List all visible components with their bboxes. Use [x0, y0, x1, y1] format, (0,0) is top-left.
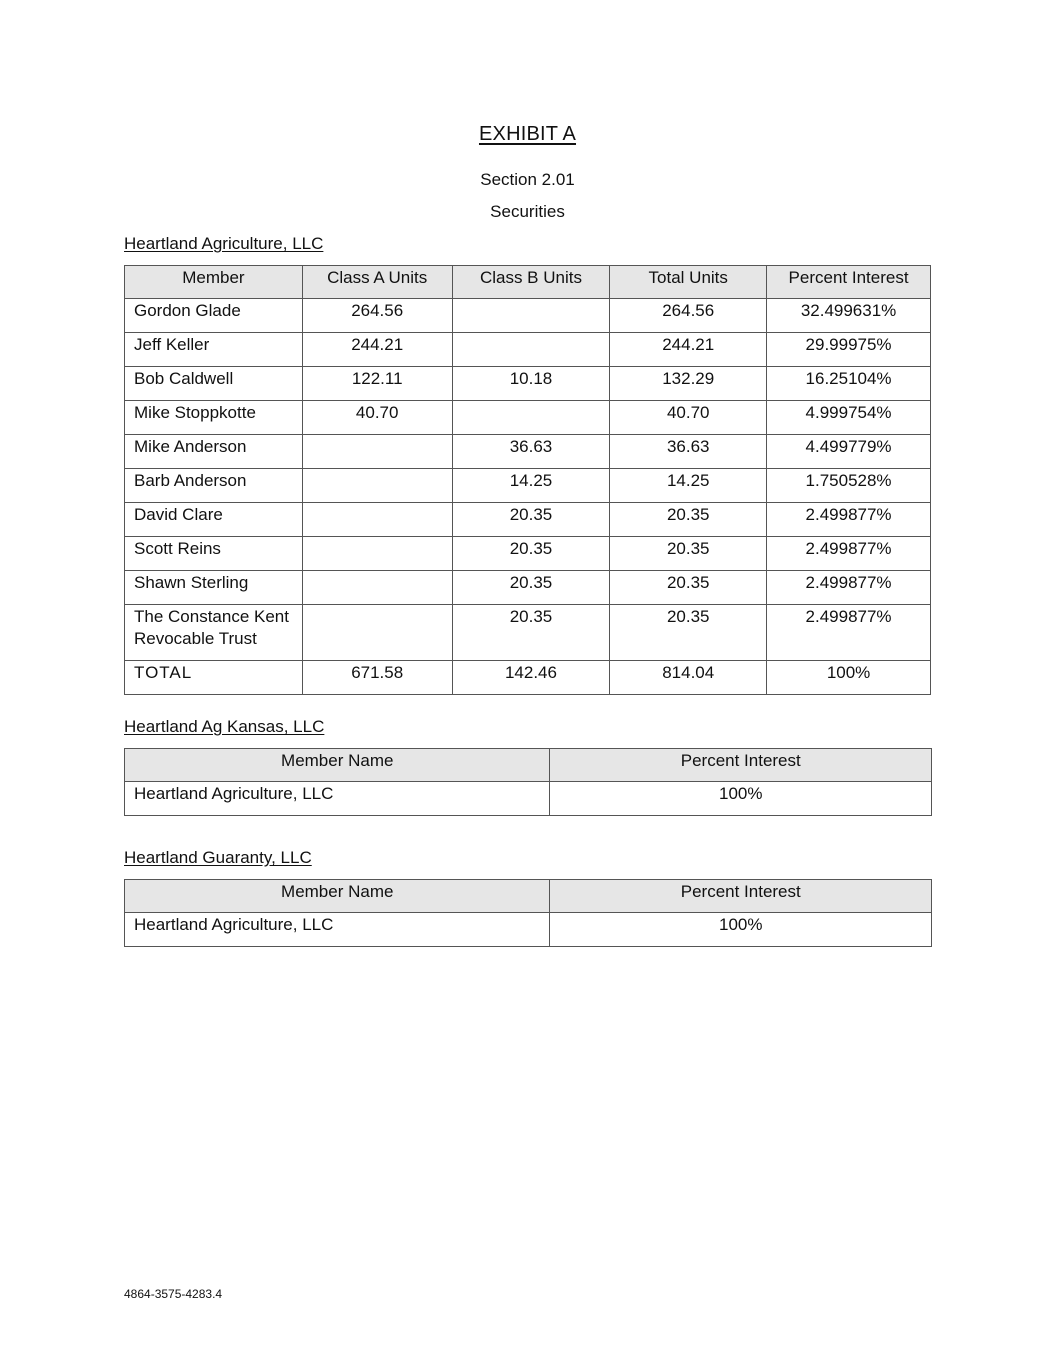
percent-interest: 29.99975%	[767, 333, 931, 367]
member-name: Mike Stoppkotte	[125, 401, 303, 435]
member-name: Mike Anderson	[125, 435, 303, 469]
total-class-b-units: 142.46	[452, 661, 610, 695]
total-units: 40.70	[610, 401, 767, 435]
kansas-heading: Heartland Ag Kansas, LLC	[124, 717, 325, 736]
column-header-member: Member	[125, 266, 303, 299]
table-row	[125, 401, 931, 435]
class-b-units: 20.35	[452, 503, 610, 537]
guaranty-members-table	[124, 879, 932, 947]
member-name: Bob Caldwell	[125, 367, 303, 401]
class-a-units	[302, 571, 452, 605]
class-b-units: 10.18	[452, 367, 610, 401]
total-units: 20.35	[610, 571, 767, 605]
column-header-class-a: Class A Units	[302, 266, 452, 299]
member-name-line-1: The Constance Kent	[134, 607, 289, 626]
percent-interest: 1.750528%	[767, 469, 931, 503]
table-row	[125, 299, 931, 333]
column-header-percent: Percent Interest	[767, 266, 931, 299]
guaranty-heading: Heartland Guaranty, LLC	[124, 848, 312, 867]
percent-interest: 100%	[550, 913, 932, 947]
member-name: Gordon Glade	[125, 299, 303, 333]
table-row	[125, 469, 931, 503]
member-name: Heartland Agriculture, LLC	[125, 913, 550, 947]
total-units: 20.35	[610, 537, 767, 571]
document-id: 4864-3575-4283.4	[124, 1287, 223, 1301]
table-row	[125, 333, 931, 367]
class-a-units	[302, 503, 452, 537]
total-units: 14.25	[610, 469, 767, 503]
section-number: Section 2.01	[480, 170, 575, 189]
total-class-a-units: 671.58	[302, 661, 452, 695]
member-name: Shawn Sterling	[125, 571, 303, 605]
column-header-percent: Percent Interest	[550, 880, 932, 913]
total-units: 20.35	[610, 605, 767, 661]
table-row	[125, 367, 931, 401]
class-a-units	[302, 605, 452, 661]
member-name: Jeff Keller	[125, 333, 303, 367]
total-units: 36.63	[610, 435, 767, 469]
class-a-units: 244.21	[302, 333, 452, 367]
kansas-members-table	[124, 748, 932, 816]
class-b-units	[452, 333, 610, 367]
table-row	[125, 435, 931, 469]
column-header-class-b: Class B Units	[452, 266, 610, 299]
class-b-units	[452, 401, 610, 435]
member-name: Heartland Agriculture, LLC	[125, 782, 550, 816]
table-header-row	[125, 266, 931, 299]
table-row	[125, 503, 931, 537]
class-b-units	[452, 299, 610, 333]
percent-interest: 2.499877%	[767, 503, 931, 537]
table-row	[125, 571, 931, 605]
total-row	[125, 661, 931, 695]
agriculture-heading: Heartland Agriculture, LLC	[124, 234, 324, 253]
table-row	[125, 913, 932, 947]
table-header-row	[125, 880, 932, 913]
column-header-percent: Percent Interest	[550, 749, 932, 782]
class-b-units: 36.63	[452, 435, 610, 469]
agriculture-members-table	[124, 265, 931, 695]
percent-interest: 32.499631%	[767, 299, 931, 333]
total-percent-interest: 100%	[767, 661, 931, 695]
member-name-line-2: Revocable Trust	[134, 629, 257, 648]
class-a-units	[302, 469, 452, 503]
table-row	[125, 537, 931, 571]
percent-interest: 2.499877%	[767, 605, 931, 661]
class-a-units	[302, 435, 452, 469]
member-name	[125, 605, 303, 661]
member-name: David Clare	[125, 503, 303, 537]
class-a-units: 122.11	[302, 367, 452, 401]
class-a-units: 40.70	[302, 401, 452, 435]
class-a-units	[302, 537, 452, 571]
table-row	[125, 782, 932, 816]
class-b-units: 20.35	[452, 571, 610, 605]
percent-interest: 100%	[550, 782, 932, 816]
total-units: 20.35	[610, 503, 767, 537]
percent-interest: 16.25104%	[767, 367, 931, 401]
total-units: 264.56	[610, 299, 767, 333]
percent-interest: 4.999754%	[767, 401, 931, 435]
class-b-units: 20.35	[452, 537, 610, 571]
total-units: 132.29	[610, 367, 767, 401]
column-header-member-name: Member Name	[125, 880, 550, 913]
total-label: TOTAL	[125, 661, 303, 695]
percent-interest: 2.499877%	[767, 537, 931, 571]
column-header-total: Total Units	[610, 266, 767, 299]
section-subject: Securities	[490, 202, 565, 221]
exhibit-title: EXHIBIT A	[478, 123, 577, 145]
member-name: Scott Reins	[125, 537, 303, 571]
class-b-units: 20.35	[452, 605, 610, 661]
total-units: 244.21	[610, 333, 767, 367]
percent-interest: 4.499779%	[767, 435, 931, 469]
class-b-units: 14.25	[452, 469, 610, 503]
column-header-member-name: Member Name	[125, 749, 550, 782]
total-total-units: 814.04	[610, 661, 767, 695]
member-name: Barb Anderson	[125, 469, 303, 503]
class-a-units: 264.56	[302, 299, 452, 333]
percent-interest: 2.499877%	[767, 571, 931, 605]
table-row	[125, 605, 931, 661]
table-header-row	[125, 749, 932, 782]
